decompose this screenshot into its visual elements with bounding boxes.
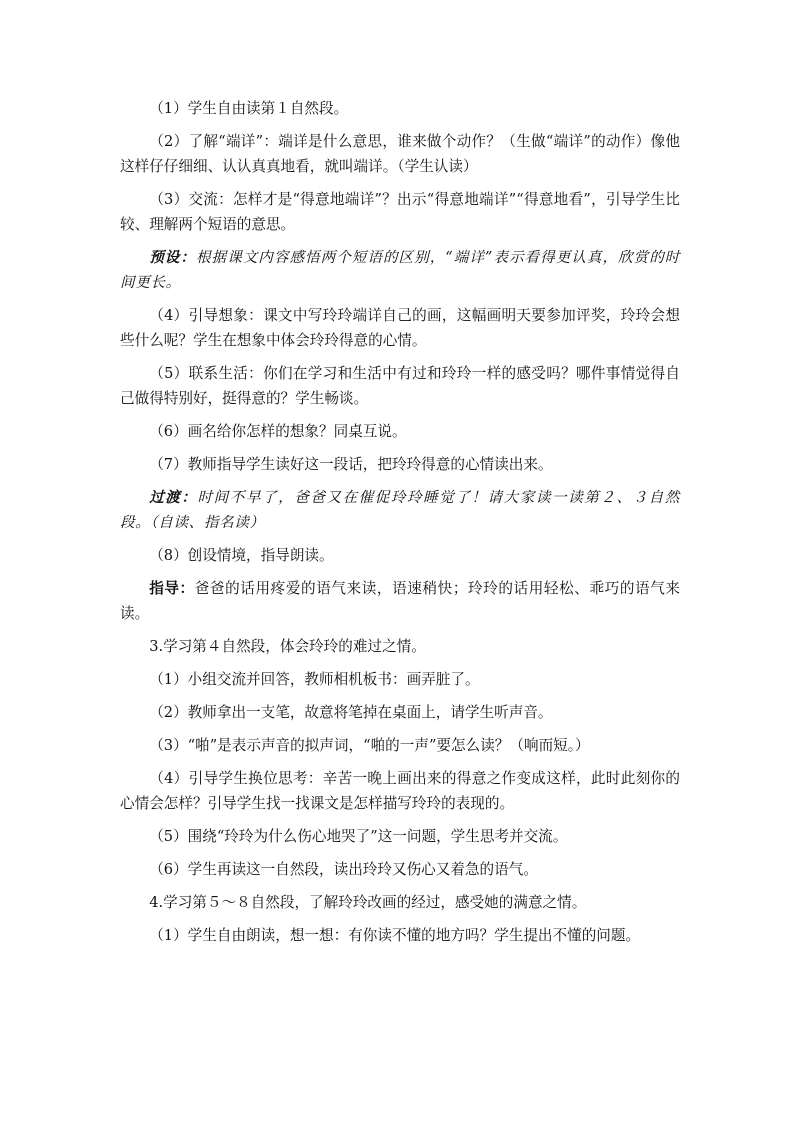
guidance-label: 指导： bbox=[149, 580, 195, 597]
paragraph-20: （1）学生自由朗读，想一想：有你读不懂的地方吗？学生提出不懂的问题。 bbox=[149, 927, 641, 944]
transition-text: 时间不早了，爸爸又在催促玲玲睡觉了！请大家读一读第２、３自然段。（自读、指名读） bbox=[120, 489, 680, 531]
guidance-text: 爸爸的话用疼爱的语气来读，语速稍快；玲玲的话用轻松、乖巧的语气来读。 bbox=[120, 580, 680, 622]
paragraph-3: （3）交流：怎样才是“得意地端详”？出示“得意地端详”“得意地看”，引导学生比较、理解两个短语的意思。 bbox=[120, 191, 680, 233]
transition-label: 过渡： bbox=[149, 489, 198, 506]
paragraph-10: （8）创设情境，指导朗读。 bbox=[149, 547, 334, 564]
preset-text: 根据课文内容感悟两个短语的区别，“端详”表示看得更认真，欣赏的时间更长。 bbox=[120, 249, 680, 291]
paragraph-6: （5）联系生活：你们在学习和生活中有过和玲玲一样的感受吗？哪件事情觉得自己做得特别好，挺得意的？学生畅谈。 bbox=[120, 365, 680, 407]
paragraph-13: （1）小组交流并回答，教师相机板书：画弄脏了。 bbox=[149, 671, 480, 688]
paragraph-14: （2）教师拿出一支笔，故意将笔掉在桌面上，请学生听声音。 bbox=[149, 704, 553, 721]
preset-label: 预设： bbox=[149, 249, 196, 266]
section-heading-4: 4.学习第５～８自然段，了解玲玲改画的经过，感受她的满意之情。 bbox=[149, 894, 587, 911]
paragraph-7: （6）画名给你怎样的想象？同桌互说。 bbox=[149, 423, 407, 440]
paragraph-1: （1）学生自由读第１自然段。 bbox=[149, 100, 349, 117]
paragraph-8: （7）教师指导学生读好这一段话，把玲玲得意的心情读出来。 bbox=[149, 456, 553, 473]
paragraph-15: （3）“啪”是表示声音的拟声词，“啪的一声”要怎么读？（响而短。） bbox=[149, 737, 590, 754]
paragraph-18: （6）学生再读这一自然段，读出玲玲又伤心又着急的语气。 bbox=[149, 861, 538, 878]
paragraph-5: （4）引导想象：课文中写玲玲端详自己的画，这幅画明天要参加评奖，玲玲会想些什么呢？学生在想象中体会玲玲得意的心情。 bbox=[120, 307, 680, 349]
section-heading-3: 3.学习第４自然段，体会玲玲的难过之情。 bbox=[149, 638, 426, 655]
paragraph-2: （2）了解“端详”：端详是什么意思，谁来做个动作？（生做“端详”的动作）像他这样仔仔细细、认认真真地看，就叫端详。（学生认读） bbox=[120, 133, 680, 175]
paragraph-preset bbox=[120, 245, 680, 303]
document-page bbox=[120, 96, 680, 956]
paragraph-guidance bbox=[120, 576, 680, 634]
paragraph-17: （5）围绕“玲玲为什么伤心地哭了”这一问题，学生思考并交流。 bbox=[149, 828, 568, 845]
paragraph-16: （4）引导学生换位思考：辛苦一晚上画出来的得意之作变成这样，此时此刻你的心情会怎样？引导学生找一找课文是怎样描写玲玲的表现的。 bbox=[120, 770, 680, 812]
paragraph-transition bbox=[120, 485, 680, 543]
